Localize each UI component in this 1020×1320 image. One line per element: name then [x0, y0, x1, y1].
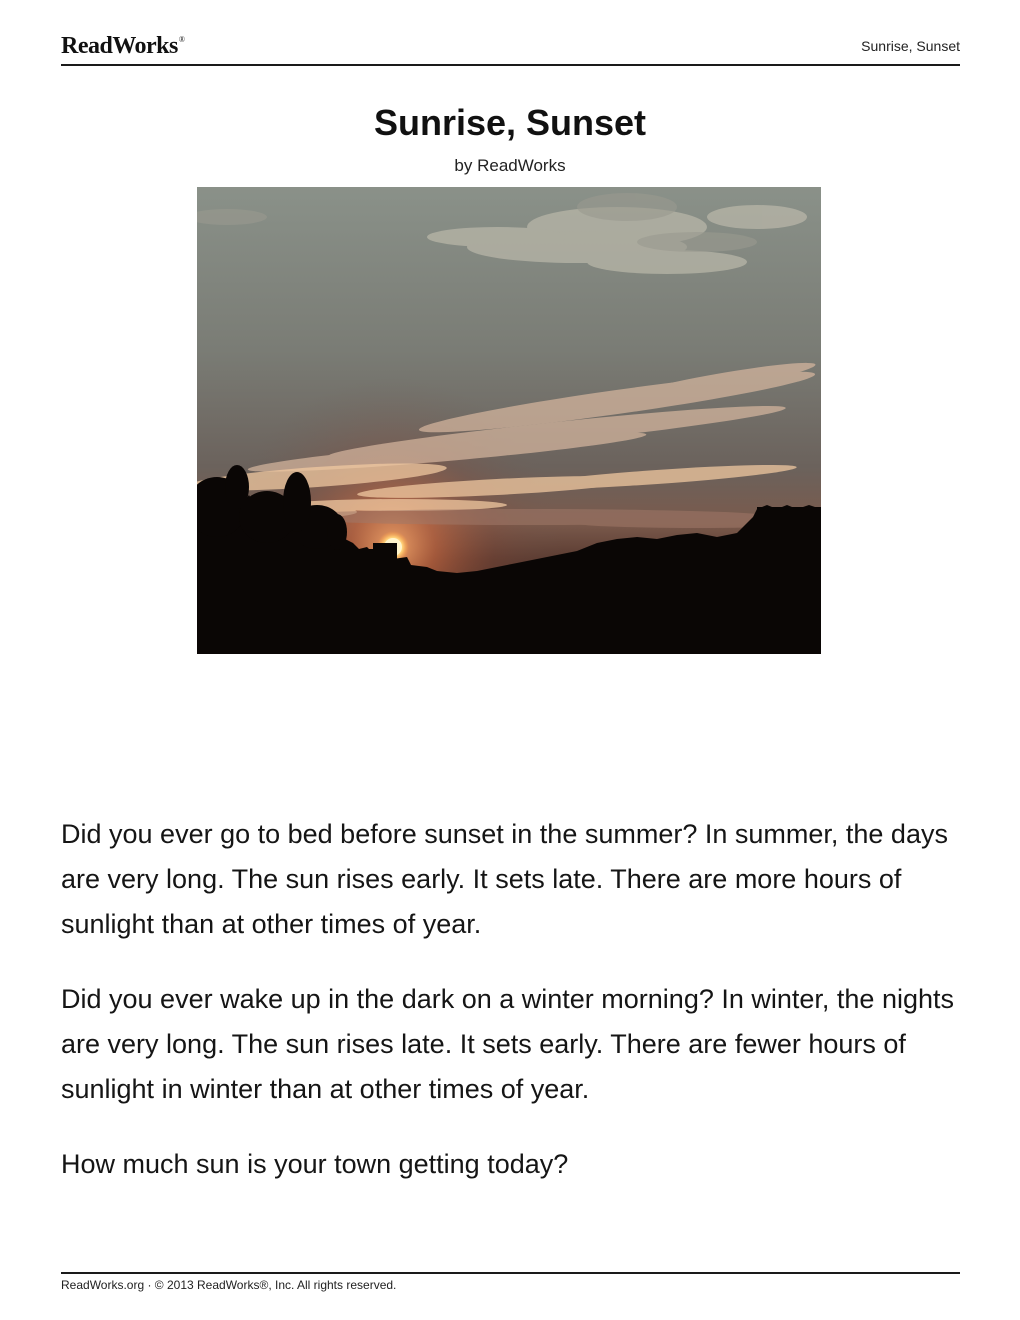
running-title: Sunrise, Sunset [861, 38, 960, 54]
paragraph-2: Did you ever wake up in the dark on a winter morning? In winter, the nights are very long. The sun rises late. It sets early. There are fewer hours of sunlight in winter than at other times of year. [61, 984, 954, 1104]
paragraph-3: How much sun is your town getting today? [61, 1149, 569, 1179]
article-byline: by ReadWorks [454, 156, 566, 175]
page-footer [61, 1272, 960, 1292]
logo-text: ReadWorks [61, 33, 178, 59]
article-body [61, 812, 961, 1217]
copyright-notice: ReadWorks.org · © 2013 ReadWorks®, Inc. All rights reserved. [61, 1278, 397, 1292]
page-header [61, 30, 960, 66]
logo-registered-mark: ® [178, 35, 185, 44]
sunset-photo [197, 187, 821, 654]
paragraph-1: Did you ever go to bed before sunset in the summer? In summer, the days are very long. The sun rises early. It sets late. There are more hours of sunlight than at other times of year. [61, 819, 948, 939]
readworks-logo [61, 33, 184, 60]
article-title: Sunrise, Sunset [373, 102, 647, 143]
